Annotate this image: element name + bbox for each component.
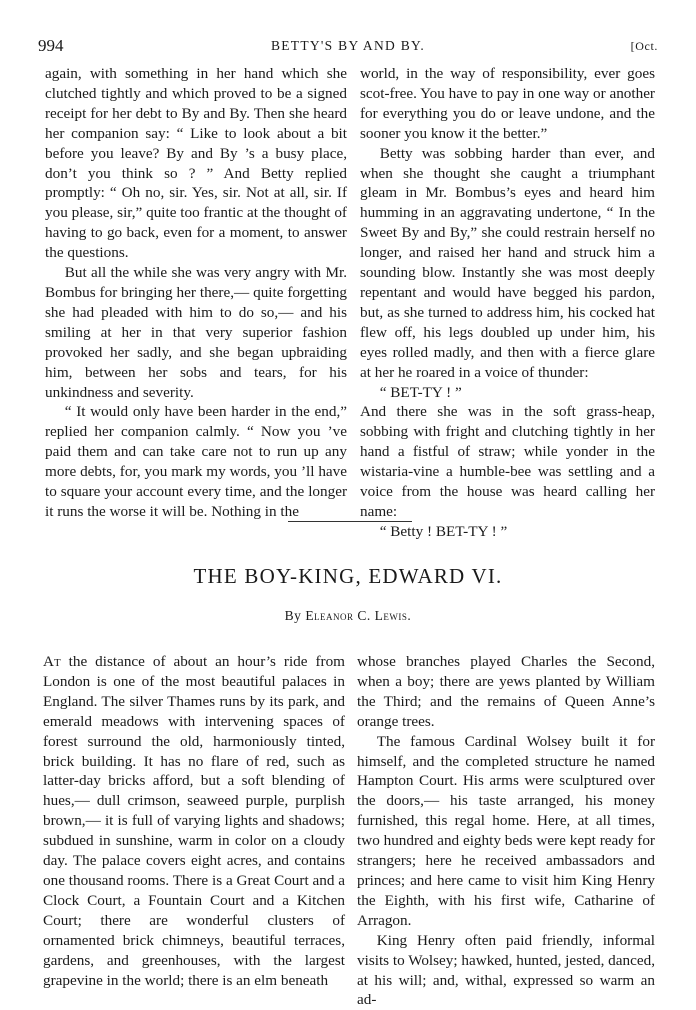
article-paragraph bbox=[43, 652, 345, 990]
story-right-column bbox=[360, 64, 655, 542]
story-paragraph: Betty was sobbing harder than ever, and when she thought she caught a triumphant gleam in Mr. Bombus’s eyes and heard him humming in an aggravating undertone, “ In the Sweet By and By,” she could restrain herself no longer, and raised her hand and struck him a sounding blow. Instantly she was most deeply repentant and would have begged his pardon, but, as she turned to address him, his cocked hat flew off, his legs doubled up under him, his eyes rolled madly, and then with a fierce glare at her he roared in a voice of thunder: bbox=[360, 144, 655, 381]
running-title: BETTY'S BY AND BY. bbox=[270, 38, 426, 53]
story-paragraph: “ It would only have been harder in the end,” replied her companion calmly. “ Now you ’ve paid them and can take care not to run up any more debts, for, you mark my words, you ’ll have to square your account every time, and the longer it runs the worse it will be. Nothing in the bbox=[45, 403, 347, 520]
story-paragraph: world, in the way of responsibility, ever goes scot-free. You have to pay in one way or another for everything you do or leave undone, and the sooner you know it the better.” bbox=[360, 65, 655, 142]
byline-author: Eleanor C. Lewis. bbox=[305, 608, 412, 623]
story-paragraph: But all the while she was very angry with Mr. Bombus for bringing her there,— quite forgetting she had pleaded with him to do so,— and his smiling at her in that very superior fashion provoked her sadly, and she began upbraiding him, between her sobs and tears, for his unkindness and severity. bbox=[45, 264, 347, 401]
opening-word: At bbox=[43, 653, 61, 670]
article-byline bbox=[0, 608, 696, 624]
story-paragraph: again, with something in her hand which she clutched tightly and which proved to be a signed receipt for her debt to By and By. Then she heard her companion say: “ Like to look about a bit before you leave? By and By ’s a busy place, don’t you think so ? ” And Betty replied promptly: “ Oh no, sir. Yes, sir. Not at all, sir. If you please, sir,” quite too frantic at the thought of having to go back, even for a moment, to answer the questions. bbox=[45, 65, 347, 262]
article-paragraph: whose branches played Charles the Second, when a boy; there are yews planted by William the Third; and the remains of Queen Anne’s orange trees. bbox=[357, 653, 655, 730]
story-exclamation: “ BET-TY ! ” bbox=[379, 383, 462, 401]
story-paragraph: And there she was in the soft grass-heap, sobbing with fright and clutching tightly in her hand a fistful of straw; while yonder in the wistaria-vine a humble-bee was settling and a voice from the house was heard calling her name: bbox=[360, 403, 655, 520]
article-right-column bbox=[357, 652, 655, 1010]
article-paragraph: King Henry often paid friendly, informal visits to Wolsey; hawked, hunted, jested, danced, at his will; and, withal, expressed so warm an ad- bbox=[357, 931, 655, 1009]
article-opening-text: the distance of about an hour’s ride from London is one of the most beautiful palaces in England. The silver Thames runs by its park, and emerald meadows with intervening spaces of forest surround the old, harmoniously tinted, brick building. It has no flare of red, such as latter-day bricks afford, but a soft blending of hues,— dull crimson, seaweed purple, purplish brown,— it is full of varying lights and shadows; subdued in sunshine, warm in color on a cloudy day. The palace covers eight acres, and contains one thousand rooms. There is a Great Court and a Clock Court, a Fountain Court and a Kitchen Court; there are wonderful clusters of ornamented brick chimneys, beautiful terraces, gardens, and greenhouses, with the largest grapevine in the world; there is an elm beneath bbox=[43, 653, 345, 989]
header-month: [Oct. bbox=[630, 39, 658, 53]
section-divider bbox=[288, 521, 412, 522]
byline-prefix: By bbox=[284, 608, 302, 623]
running-header bbox=[38, 36, 658, 60]
story-closing-line: “ Betty ! BET-TY ! ” bbox=[379, 522, 508, 540]
page-number: 994 bbox=[38, 36, 64, 55]
article-paragraph: The famous Cardinal Wolsey built it for himself, and the completed structure he named Hampton Court. His arms were sculptured over the doors,— his taste arranged, his money furnished, this regal home. Here, at all times, two hundred and eighty beds were kept ready for strangers; here he received ambassadors and princes; and here came to visit him King Henry the Eighth, with his first wife, Catharine of Arragon. bbox=[357, 732, 655, 929]
article-left-column bbox=[43, 652, 345, 990]
article-title: THE BOY-KING, EDWARD VI. bbox=[193, 564, 503, 588]
story-left-column bbox=[45, 64, 347, 522]
